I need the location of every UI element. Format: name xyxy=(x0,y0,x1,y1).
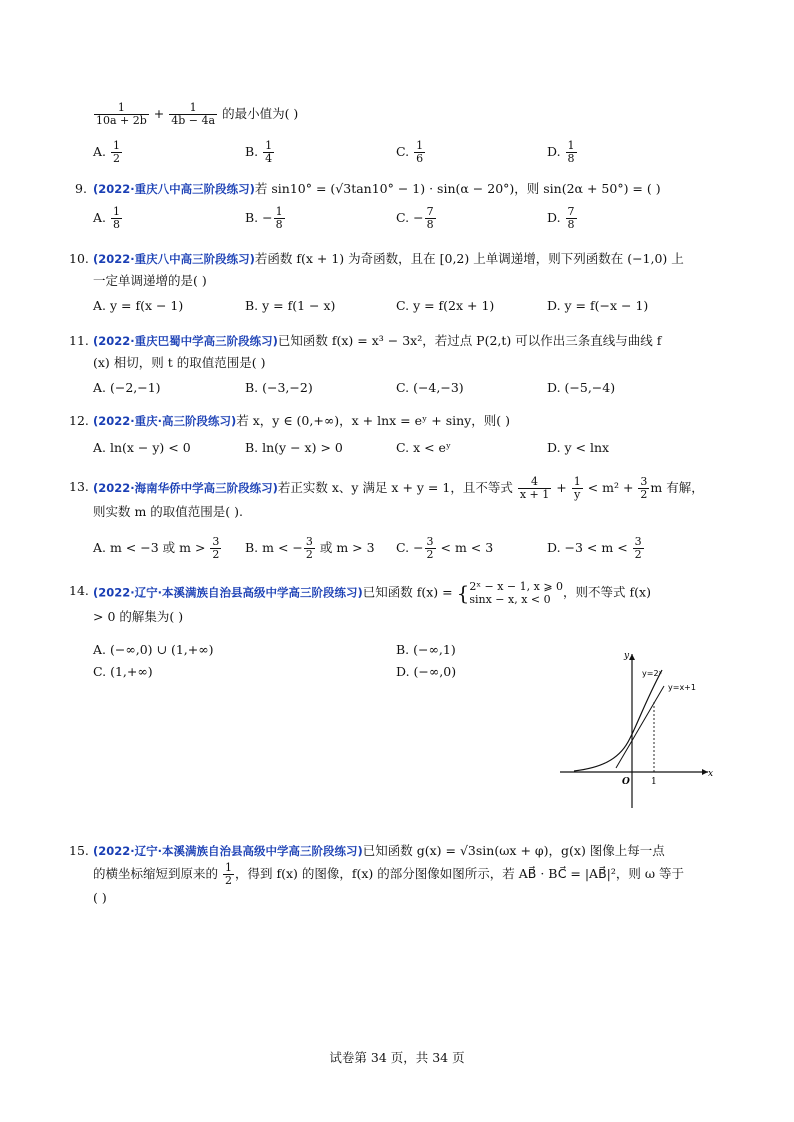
q12-option-a[interactable]: A. ln(x − y) < 0 xyxy=(93,440,191,455)
q8-frac-1: $\frac{1}{10a + 2b}$ xyxy=(96,101,147,127)
q8-option-d[interactable]: D. $\frac{1}{8}$ xyxy=(547,139,575,165)
q14-option-c[interactable]: C. (1,+∞) xyxy=(93,664,153,679)
q13-option-d[interactable]: D. −3 < m < $\frac{3}{2}$ xyxy=(547,535,642,561)
q13-source: (2022·海南华侨中学高三阶段练习) xyxy=(93,481,278,495)
q10-option-d[interactable]: D. y = f(−x − 1) xyxy=(547,298,649,313)
q12-option-d[interactable]: D. y < lnx xyxy=(547,440,610,455)
question-15: 15. (2022·辽宁·本溪满族自治县高级中学高三阶段练习)已知函数 g(x) = √3sin(ωx + φ)，g(x) 图像上每一点 的横坐标缩短到原来的 $\frac{1}{2}$ ，得到 f(x) 的图像，f(x) 的部分图像如图所示，若 AB⃗ · BC⃗ = |AB⃗|²，则 ω 等于 ( ) xyxy=(69,843,685,905)
q15-source: (2022·辽宁·本溪满族自治县高级中学高三阶段练习) xyxy=(93,844,363,858)
q8-option-b[interactable]: B. $\frac{1}{4}$ xyxy=(245,139,273,165)
q9-options xyxy=(93,206,713,230)
page-footer: 试卷第 34 页，共 34 页 xyxy=(329,1050,465,1065)
q12-options xyxy=(93,440,713,464)
q12-option-b[interactable]: B. ln(y − x) > 0 xyxy=(245,440,343,455)
curve-linear-label: y=x+1 xyxy=(668,683,696,692)
question-14: 14. (2022·辽宁·本溪满族自治县高级中学高三阶段练习)已知函数 f(x) = {2ˣ − x − 1, x ⩾ 0 sinx − x, x < 0 ，则不等式 f(x) > 0 的解集为( ) xyxy=(69,580,651,624)
question-12: 12. (2022·重庆·高三阶段练习)若 x，y ∈ (0,+∞)，x + lnx = eʸ + siny，则( ) xyxy=(69,413,510,428)
q9-source: (2022·重庆八中高三阶段练习) xyxy=(93,182,255,196)
q13-option-c[interactable]: C. − $\frac{3}{2}$ < m < 3 xyxy=(396,535,494,561)
q8-option-c[interactable]: C. $\frac{1}{6}$ xyxy=(396,139,424,165)
origin-label: O xyxy=(622,777,630,787)
q11-source: (2022·重庆巴蜀中学高三阶段练习) xyxy=(93,334,278,348)
q9-option-d[interactable]: D. $\frac{7}{8}$ xyxy=(547,205,575,231)
q13-options xyxy=(93,536,713,560)
q14-function-graph xyxy=(560,648,720,808)
q8-options xyxy=(93,140,713,164)
y-axis-arrow-icon xyxy=(629,654,635,660)
q11-option-b[interactable]: B. (−3,−2) xyxy=(245,380,313,395)
curve-exponential xyxy=(574,670,662,771)
q10-option-a[interactable]: A. y = f(x − 1) xyxy=(93,298,184,313)
q11-options xyxy=(93,380,713,404)
brace-icon: { xyxy=(456,581,470,605)
question-11: 11. (2022·重庆巴蜀中学高三阶段练习)已知函数 f(x) = x³ − 3x²，若过点 P(2,t) 可以作出三条直线与曲线 f (x) 相切，则 t 的取值范围是( ) xyxy=(69,333,662,370)
q14-source: (2022·辽宁·本溪满族自治县高级中学高三阶段练习) xyxy=(93,585,363,600)
q11-option-c[interactable]: C. (−4,−3) xyxy=(396,380,464,395)
q11-option-d[interactable]: D. (−5,−4) xyxy=(547,380,616,395)
tick-label-1: 1 xyxy=(651,777,657,787)
question-9: 9. (2022·重庆八中高三阶段练习)若 sin10° = (√3tan10° − 1) · sin(α − 20°)，则 sin(2α + 50°) = ( ) xyxy=(75,181,661,196)
x-axis-label: x xyxy=(708,769,714,779)
q8-frac-2: $\frac{1}{4b - 4a}$ xyxy=(171,101,216,127)
q14-option-b[interactable]: B. (−∞,1) xyxy=(396,642,456,657)
q9-option-b[interactable]: B. − $\frac{1}{8}$ xyxy=(245,205,283,231)
q9-option-a[interactable]: A. $\frac{1}{8}$ xyxy=(93,205,120,231)
q13-option-b[interactable]: B. m < − $\frac{3}{2}$ 或 m > 3 xyxy=(245,535,375,561)
y-axis-label: y xyxy=(624,651,630,661)
q8-option-a[interactable]: A. $\frac{1}{2}$ xyxy=(93,139,120,165)
q12-option-c[interactable]: C. x < eʸ xyxy=(396,440,452,455)
question-13: 13. (2022·海南华侨中学高三阶段练习)若正实数 x、y 满足 x + y = 1，且不等式 $\frac{4}{x + 1}$ + $\frac{1}{y}$ < m² + $\frac{3}{2}$ m 有解， 则实数 m 的取值范围是( ). xyxy=(69,475,704,519)
q14-option-d[interactable]: D. (−∞,0) xyxy=(396,664,457,679)
q12-source: (2022·重庆·高三阶段练习) xyxy=(93,414,237,428)
q10-source: (2022·重庆八中高三阶段练习) xyxy=(93,252,255,266)
q8-continuation: $\frac{1}{10a + 2b}$ + $\frac{1}{4b - 4a}$ 的最小值为( ) xyxy=(96,101,299,127)
q10-option-b[interactable]: B. y = f(1 − x) xyxy=(245,298,336,313)
q10-option-c[interactable]: C. y = f(2x + 1) xyxy=(396,298,495,313)
curve-exponential-label: y=2ˣ xyxy=(642,669,663,678)
q11-option-a[interactable]: A. (−2,−1) xyxy=(93,380,161,395)
q10-options xyxy=(93,298,713,322)
curve-linear xyxy=(616,686,664,768)
q14-option-a[interactable]: A. (−∞,0) ∪ (1,+∞) xyxy=(93,642,214,657)
q9-option-c[interactable]: C. − $\frac{7}{8}$ xyxy=(396,205,434,231)
piecewise-cases: 2ˣ − x − 1, x ⩾ 0 sinx − x, x < 0 xyxy=(469,580,564,606)
q13-option-a[interactable]: A. m < −3 或 m > $\frac{3}{2}$ xyxy=(93,535,220,561)
question-10: 10. (2022·重庆八中高三阶段练习)若函数 f(x + 1) 为奇函数，且在 [0,2) 上单调递增，则下列函数在 (−1,0) 上 一定单调递增的是( ) xyxy=(69,251,684,288)
